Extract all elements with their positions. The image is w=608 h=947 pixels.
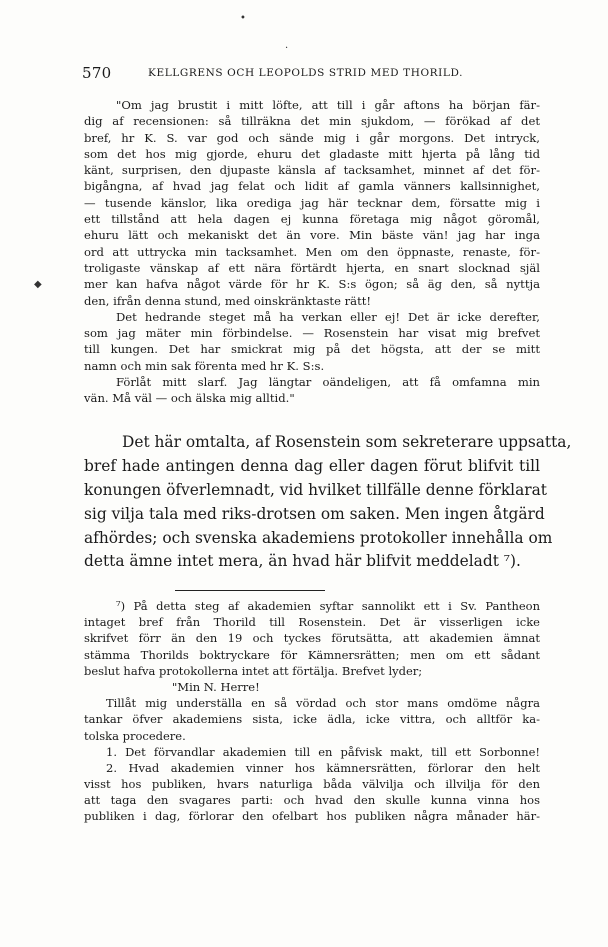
letter-line: Det hedrande steget må ha verkan eller ej! Det är icke derefter, [116, 309, 540, 324]
footnote-line: tankar öfver akademiens sista, icke ädla, icke vittra, och alltför ka- [84, 712, 540, 727]
letter-line: känt, surprisen, den djupaste känsla af tacksamhet, minnet af det för- [84, 163, 540, 178]
body-line: konungen öfverlemnadt, vid hvilket tillfälle denne förklarat [84, 480, 547, 499]
letter-line: till kungen. Det har smickrat mig på det högsta, att der se mitt [84, 342, 540, 357]
letter-line: "Om jag brustit i mitt löfte, att till i går aftons ha början fär- [116, 98, 540, 112]
letter-line: vän. Må väl — och älska mig alltid." [84, 391, 295, 406]
letter-line: bref, hr K. S. var god och sände mig i går morgons. Det intryck, [84, 130, 540, 145]
letter-line: ett tillstånd att hela dagen ej kunna företaga mig något göromål, [84, 212, 540, 227]
body-line: bref hade antingen denna dag eller dagen förut blifvit till [84, 456, 540, 475]
body-line: detta ämne intet mera, än hvad här blifvit meddeladt ⁷). [84, 552, 521, 571]
footnote-line: intaget bref från Thorild till Rosenstein. Det är visserligen icke [84, 615, 540, 630]
footnote-line: 2. Hvad akademien vinner hos kämnersrätten, förlorar den helt [106, 760, 540, 775]
footnote-line: skrifvet förr än den 19 och tyckes förutsätta, att akademien ämnat [84, 631, 540, 646]
page-header [82, 64, 552, 84]
footnote [84, 598, 540, 825]
footnote-line: Tillåt mig underställa en så vördad och stor mans omdöme några [106, 696, 540, 711]
print-speck: ◆ [34, 279, 42, 290]
letter-line: dig af recensionen: så tillräkna det min sjukdom, — förökad af det [84, 114, 540, 129]
print-speck: • [240, 13, 246, 24]
page-number: 570 [82, 64, 112, 82]
letter-salutation: "Min N. Herre! [172, 679, 260, 694]
letter-line: ord att uttrycka min tacksamhet. Men om den öppnaste, renaste, för- [84, 244, 540, 259]
quoted-letter [84, 97, 540, 407]
running-title: KELLGRENS OCH LEOPOLDS STRID MED THORILD. [148, 67, 464, 79]
body-line: Det här omtalta, af Rosenstein som sekreterare uppsatta, [122, 433, 572, 451]
footnote-line: visst hos publiken, hvars naturliga båda välvilja och illvilja för den [84, 777, 540, 792]
footnote-line: 1. Det förvandlar akademien till en påfvisk makt, till ett Sorbonne! [106, 744, 540, 759]
letter-line: mer kan hafva något värde för hr K. S:s ögon; så äg den, så nyttja [84, 277, 540, 292]
footnote-line: beslut hafva protokollerna intet att förtälja. Brefvet lyder; [84, 663, 423, 678]
footnote-divider [175, 590, 325, 591]
letter-line: bigångna, af hvad jag felat och lidit af gamla vänners kallsinnighet, [84, 179, 540, 194]
letter-line: den, ifrån denna stund, med oinskränktaste rätt! [84, 293, 372, 308]
letter-line: ehuru lätt och mekaniskt det än vore. Min bäste vän! jag har inga [84, 228, 540, 243]
letter-line: — tusende känslor, lika orediga jag här tecknar dem, försatte mig i [84, 195, 540, 210]
footnote-line: stämma Thorilds boktryckare för Kämnersrätten; men om ett sådant [84, 647, 540, 662]
footnote-line: ⁷) På detta steg af akademien syftar sannolikt ett i Sv. Pantheon [116, 599, 540, 613]
footnote-line: tolska procedere. [84, 728, 186, 743]
footnote-line: publiken i dag, förlorar den ofelbart hos publiken några månader här- [84, 809, 540, 824]
letter-line: Förlåt mitt slarf. Jag längtar oändeligen, att få omfamna min [116, 375, 540, 390]
footnote-line: att taga den svagares parti: och hvad den skulle kunna vinna hos [84, 793, 540, 808]
letter-line: som det hos mig gjorde, ehuru det gladaste mitt hjerta på lång tid [84, 146, 540, 161]
body-line: afhördes; och svenska akademiens protokoller innehålla om [84, 528, 553, 547]
letter-line: som jag mäter min förbindelse. — Rosenstein har visat mig brefvet [84, 326, 540, 341]
body-paragraph [84, 431, 572, 574]
letter-line: namn och min sak förenta med hr K. S:s. [84, 358, 325, 373]
print-speck: · [285, 43, 289, 54]
body-line: sig vilja tala med riks-drotsen om saken. Men ingen åtgärd [84, 504, 545, 523]
letter-line: troligaste vänskap af ett nära förtärdt hjerta, en snart slocknad själ [84, 260, 540, 275]
